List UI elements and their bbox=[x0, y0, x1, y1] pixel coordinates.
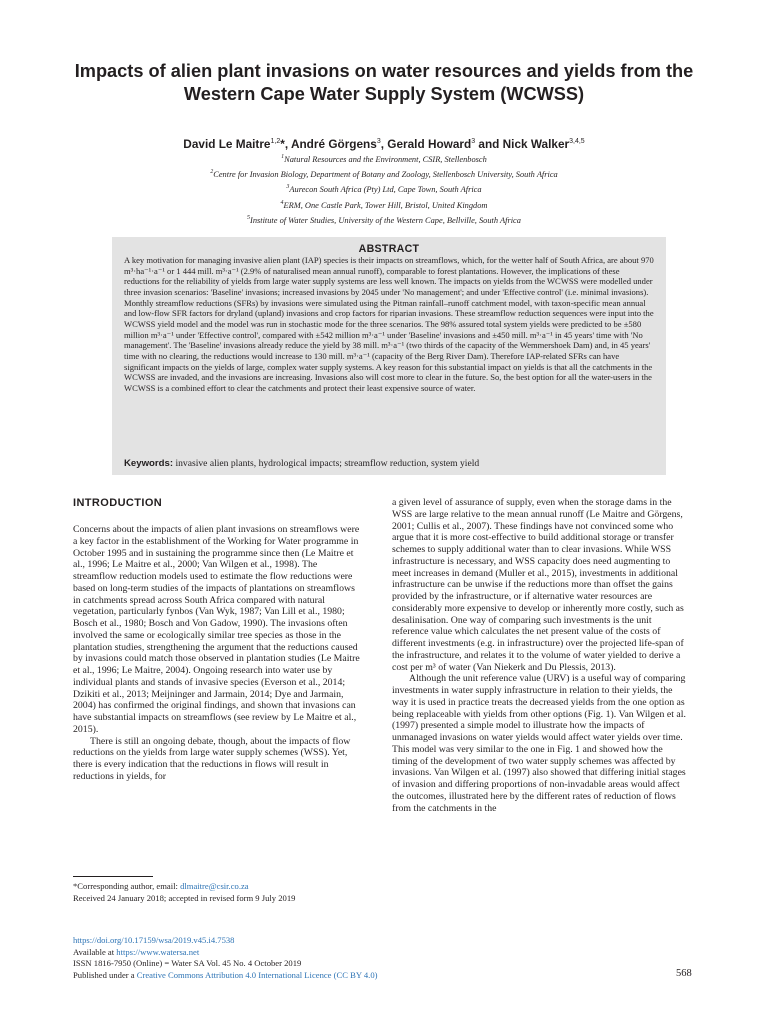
author-1: David Le Maitre$^{1,2}$*, bbox=[183, 137, 291, 151]
abstract-heading: ABSTRACT bbox=[358, 243, 420, 255]
section-heading-introduction: INTRODUCTION bbox=[73, 497, 163, 509]
keywords-label: Keywords: bbox=[124, 458, 174, 469]
licence-link[interactable]: Creative Commons Attribution 4.0 International Licence (CC BY 4.0) bbox=[136, 969, 378, 980]
abstract-text: A key motivation for managing invasive alien plant (IAP) species is their impacts on streamflows, which, for the wetter half of South Africa, are about 970 m³·ha⁻¹·a⁻¹ or 1 444 mill. m³·a⁻¹ (2.9% of naturalised mean annual runoff), comparable to forest plantations. However, the implications of these reductions for the reliability of yields from large water supply systems are less well known. The impacts on yields from the WCWSS were modelled under three invasion scenarios: 'Baseline' invasions; increased invasions by 2045 under 'No management'; and under 'Effective control' (i.e. minimal invasions). Monthly streamflow reductions (SFRs) by invasions were simulated using the Pitman rainfall–runoff catchment model, with taxon-specific mean annual and low-flow SFR factors for dryland (upland) invasions and crop factors for riparian invasions. These streamflow reduction sequences were input into the WCWSS yield model and the model was run in stochastic mode for the three scenarios. The 98% assured total system yields were predicted to be ±580 million m³·a⁻¹ under 'Effective control', compared with ±542 million m³·a⁻¹ under 'Baseline' invasions and ±450 mill. m³·a⁻¹ in 45 years' time with 'No management'. The 'Baseline' invasions already reduce the yield by 38 mill. m³·a⁻¹ (two thirds of the capacity of the Wemmershoek Dam) and, in 45 years' time with no clearing, the reductions would increase to 130 mill. m³·a⁻¹ (capacity of the Berg River Dam). Therefore IAP-related SFRs can have significant impacts on the yields of large, complex water supply systems. A key reason for this substantial impact on yields is that all the catchments in the WCWSS are invaded, and the invasions are increasing. Invasions also will cost more to clear in the future. So, the best option for all the water-users in the WCWSS is a combined effort to clear the catchments and protect their least expensive source of water. bbox=[124, 255, 654, 393]
website-link[interactable]: https://www.watersa.net bbox=[116, 946, 200, 957]
author-3: Gerald Howard$^3$ and bbox=[387, 137, 503, 151]
affiliation-2: $^2$Centre for Invasion Biology, Department of Botany and Zoology, Stellenbosch University, South Africa bbox=[210, 169, 558, 179]
keywords bbox=[124, 458, 654, 469]
author-2: André Görgens$^3$, bbox=[290, 137, 388, 151]
paragraph: There is still an ongoing debate, though, about the impacts of flow reductions on the yields from large water supply schemes (WSS). Yet, there is every indication that the reductions in flows will result in reductions in yields, for bbox=[73, 735, 351, 782]
body-column-right bbox=[392, 497, 690, 814]
abstract-box bbox=[112, 237, 666, 475]
received-dates: Received 24 January 2018; accepted in revised form 9 July 2019 bbox=[73, 892, 296, 903]
paragraph: Although the unit reference value (URV) is a useful way of comparing investments in water supply infrastructure in relation to their yields, the way it is used in practice treats the decreased yields from the one option as being replaceable with yields from other options (Fig. 1). Van Wilgen et al. (1997) presented a simple model to illustrate how the impacts of unmanaged invasions on water yields would affect water yields over time. This model was very similar to the one in Fig. 1 and showed how the timing of the development of two water supply schemes was affected by invasions. Van Wilgen et al. (1997) also showed that differing initial stages of invasion and differing proportions of non-invadable areas would affect the outcomes, illustrated here by the different rates of reduction of flows from the catchments in the bbox=[392, 673, 686, 814]
affiliation-1: $^1$Natural Resources and the Environment, CSIR, Stellenbosch bbox=[281, 154, 487, 164]
author-list bbox=[60, 137, 708, 151]
publication-info bbox=[73, 935, 473, 981]
paper-title: Impacts of alien plant invasions on water resources and yields from the Western Cape Water Supply System (WCWSS) bbox=[74, 61, 694, 104]
affiliation-4: $^4$ERM, One Castle Park, Tower Hill, Bristol, United Kingdom bbox=[280, 199, 488, 210]
availability: Available at https://www.watersa.net bbox=[73, 946, 200, 957]
keywords-text: invasive alien plants, hydrological impacts; streamflow reduction, system yield bbox=[175, 458, 480, 469]
licence-line: Published under a Creative Commons Attribution 4.0 International Licence (CC BY 4.0) bbox=[73, 969, 378, 980]
author-4: Nick Walker$^{3,4,5}$ bbox=[502, 137, 585, 151]
paragraph: Concerns about the impacts of alien plant invasions on streamflows were a key factor in the establishment of the Working for Water programme in October 1995 and in sustaining the programme since then (Le Maitre et al., 1996; Le Maitre et al., 2000; Van Wilgen et al., 1998). The streamflow reduction models used to estimate the flow reductions were based on long-term studies of the impacts of plantations on streamflows in catchments spread across South Africa compared with natural vegetation, particularly fynbos (Van Wyk, 1987; Van Lill et al., 1980; Bosch et al., 1980; Bosch and Von Gadow, 1990). The invasions often involved the same or ecologically similar tree species as those in the plantation studies, strengthening the argument that the reductions caused by invasions could match those observed in plantation studies (Le Maitre et al., 1996; Le Maitre, 2004). Ongoing research into water use by individual plants and stands of invasive species (Everson et al., 2014; Dzikiti et al., 2013; Meijninger and Jarmain, 2014; Dye and Jarmain, 2004) has confirmed the original findings, and shown that invasions can have substantial impacts on streamflows (see review by Le Maitre et al., 2015). bbox=[73, 524, 360, 735]
body-column-left bbox=[73, 524, 363, 783]
affiliation-3: $^3$Aurecon South Africa (Pty) Ltd, Cape Town, South Africa bbox=[286, 184, 482, 195]
affiliation-list bbox=[60, 151, 708, 227]
page-number: 568 bbox=[676, 968, 692, 979]
issn-line: ISSN 1816-7950 (Online) = Water SA Vol. 45 No. 4 October 2019 bbox=[73, 958, 302, 969]
email-link[interactable]: dlmaitre@csir.co.za bbox=[180, 881, 249, 891]
footnote bbox=[73, 881, 373, 904]
affiliation-5: $^5$Institute of Water Studies, University of the Western Cape, Bellville, South Africa bbox=[247, 214, 521, 225]
corresponding-author: *Corresponding author, email: dlmaitre@csir.co.za bbox=[73, 881, 249, 891]
doi-link[interactable]: https://doi.org/10.17159/wsa/2019.v45.i4.7538 bbox=[73, 935, 235, 945]
paragraph: a given level of assurance of supply, even when the storage dams in the WSS are large relative to the mean annual runoff (Le Maitre and Görgens, 2001; Cullis et al., 2007). These findings have not convinced some who argue that it is more cost-effective to build additional storage or transfer schemes to supply additional water than to clear invasions. While WSS infrastructure is necessary, and WSS capacity does need augmenting to meet increases in demand (Muller et al., 2015), investments in additional infrastructure can be unwise if the reductions more than offset the gains provided by the infrastructure, or if alternative water resources are considerably more expensive to develop or inherently more costly, such as desalinisation. One way of comparing such investments is the unit reference value which calculates the net present value of the costs of different investments (e.g. in infrastructure) over the projected life-span of the infrastructure, and relates it to the volume of water yielded to derive a cost per m³ of water (Van Niekerk and Du Plessis, 2013). bbox=[392, 497, 684, 673]
footnote-divider bbox=[73, 876, 153, 877]
